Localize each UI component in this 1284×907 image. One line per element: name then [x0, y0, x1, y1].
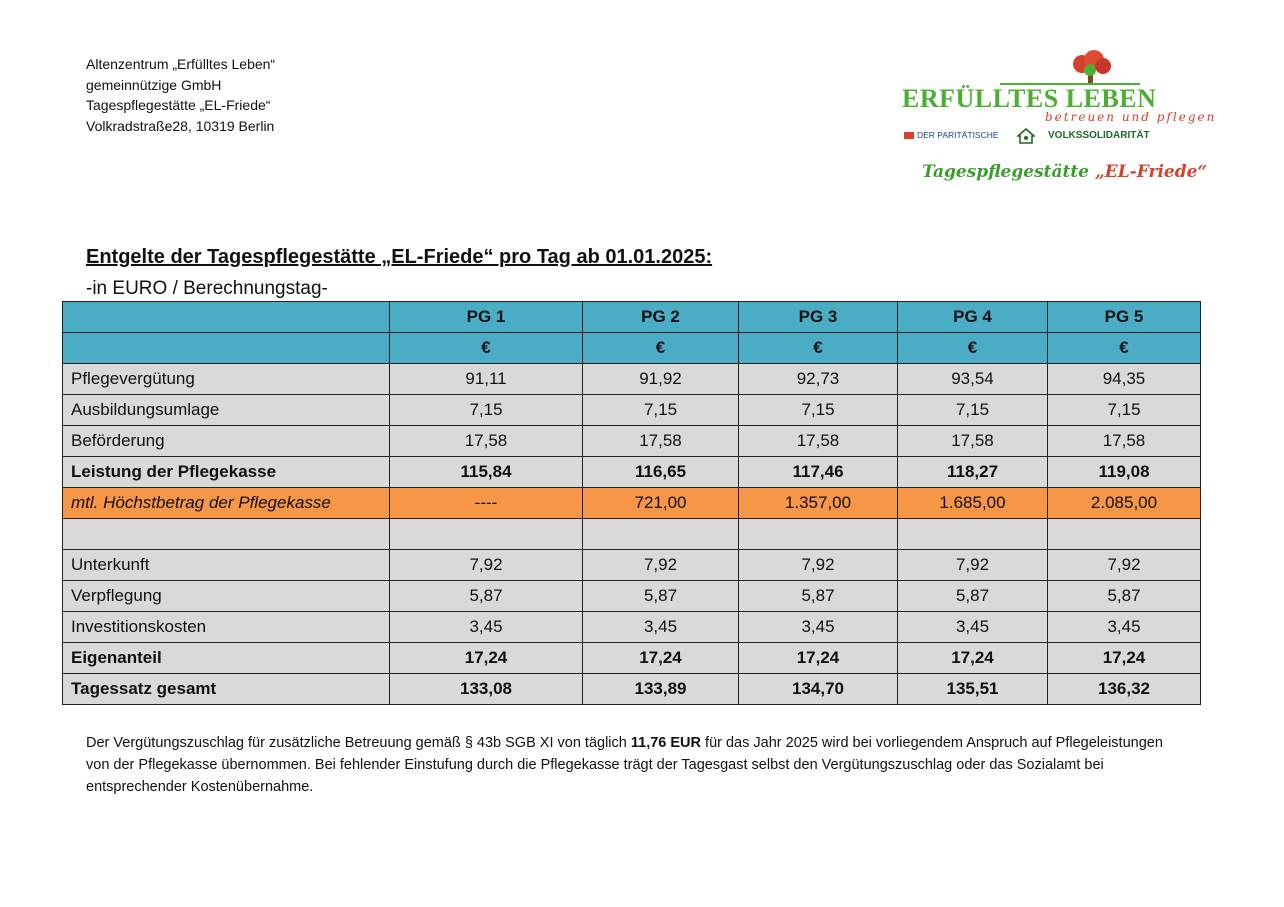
value-cell: 1.357,00: [739, 488, 898, 519]
value-cell: 116,65: [583, 457, 739, 488]
header-cell: [63, 302, 390, 333]
value-cell: 118,27: [898, 457, 1048, 488]
tree-icon: [1068, 50, 1116, 84]
value-cell: 7,92: [390, 550, 583, 581]
value-cell: 91,92: [583, 364, 739, 395]
logo-tagline: [922, 162, 1207, 182]
value-cell: 17,24: [739, 643, 898, 674]
value-cell: [898, 519, 1048, 550]
table-row: [63, 457, 1201, 488]
value-cell: 1.685,00: [898, 488, 1048, 519]
table-row: [63, 674, 1201, 705]
company-logo: [900, 50, 1217, 195]
value-cell: 7,15: [390, 395, 583, 426]
rates-table: [62, 301, 1201, 705]
value-cell: 91,11: [390, 364, 583, 395]
value-cell: 119,08: [1048, 457, 1201, 488]
value-cell: 7,15: [1048, 395, 1201, 426]
table-row: [63, 643, 1201, 674]
value-cell: 3,45: [1048, 612, 1201, 643]
value-cell: 5,87: [739, 581, 898, 612]
row-label: Investitionskosten: [63, 612, 390, 643]
table-row: [63, 395, 1201, 426]
currency-cell: €: [583, 333, 739, 364]
table-row: [63, 519, 1201, 550]
row-label: Beförderung: [63, 426, 390, 457]
value-cell: 7,15: [739, 395, 898, 426]
value-cell: 115,84: [390, 457, 583, 488]
value-cell: 17,58: [898, 426, 1048, 457]
table-row: [63, 581, 1201, 612]
footnote-part-1: Der Vergütungszuschlag für zusätzliche Betreuung gemäß § 43b SGB XI von täglich: [86, 735, 631, 751]
value-cell: 3,45: [583, 612, 739, 643]
footnote: [86, 732, 1166, 798]
partner-volkssolidaritaet: VOLKSSOLIDARITÄT: [1048, 130, 1150, 141]
value-cell: 7,92: [583, 550, 739, 581]
value-cell: 134,70: [739, 674, 898, 705]
value-cell: 7,92: [739, 550, 898, 581]
table-row: [63, 364, 1201, 395]
value-cell: 7,92: [1048, 550, 1201, 581]
house-icon: [1017, 128, 1035, 144]
value-cell: 17,24: [1048, 643, 1201, 674]
value-cell: 7,92: [898, 550, 1048, 581]
value-cell: 7,15: [583, 395, 739, 426]
table-row: [63, 550, 1201, 581]
value-cell: 721,00: [583, 488, 739, 519]
row-label: Eigenanteil: [63, 643, 390, 674]
value-cell: 17,58: [390, 426, 583, 457]
value-cell: 3,45: [390, 612, 583, 643]
value-cell: 136,32: [1048, 674, 1201, 705]
address-line-3: Tagespflegestätte „EL-Friede“: [86, 97, 271, 113]
value-cell: 135,51: [898, 674, 1048, 705]
value-cell: 2.085,00: [1048, 488, 1201, 519]
row-label: Unterkunft: [63, 550, 390, 581]
header-cell: PG 5: [1048, 302, 1201, 333]
header-cell: PG 2: [583, 302, 739, 333]
value-cell: 5,87: [390, 581, 583, 612]
row-label: Ausbildungsumlage: [63, 395, 390, 426]
rates-table-body: [63, 302, 1201, 705]
paritaetische-logo-icon: [904, 132, 914, 139]
row-label: Verpflegung: [63, 581, 390, 612]
table-row: [63, 488, 1201, 519]
currency-cell: €: [390, 333, 583, 364]
address-line-2: gemeinnützige GmbH: [86, 76, 222, 93]
value-cell: 5,87: [583, 581, 739, 612]
value-cell: 117,46: [739, 457, 898, 488]
value-cell: 94,35: [1048, 364, 1201, 395]
header-cell: PG 4: [898, 302, 1048, 333]
currency-cell: [63, 333, 390, 364]
header-cell: PG 1: [390, 302, 583, 333]
tagline-main: Tagespflegestätte: [922, 162, 1095, 182]
value-cell: 17,58: [739, 426, 898, 457]
address-line-1: Altenzentrum „Erfülltes Leben“: [86, 56, 276, 72]
value-cell: 133,08: [390, 674, 583, 705]
value-cell: 17,24: [583, 643, 739, 674]
value-cell: 133,89: [583, 674, 739, 705]
logo-subtitle: betreuen und pflegen: [1045, 110, 1217, 124]
value-cell: 3,45: [739, 612, 898, 643]
value-cell: 93,54: [898, 364, 1048, 395]
currency-cell: €: [898, 333, 1048, 364]
page-title: Entgelte der Tagespflegestätte „EL-Friede“ pro Tag ab 01.01.2025:: [86, 246, 713, 268]
row-label: mtl. Höchstbetrag der Pflegekasse: [63, 488, 390, 519]
partner-paritaetische-label: DER PARITÄTISCHE: [917, 130, 999, 140]
table-currency-row: [63, 333, 1201, 364]
table-header-row: [63, 302, 1201, 333]
table-row: [63, 426, 1201, 457]
value-cell: 92,73: [739, 364, 898, 395]
value-cell: 5,87: [1048, 581, 1201, 612]
value-cell: 17,58: [1048, 426, 1201, 457]
address-line-4: Volkradstraße28, 10319 Berlin: [86, 117, 275, 134]
value-cell: 17,24: [390, 643, 583, 674]
value-cell: 7,15: [898, 395, 1048, 426]
row-label: [63, 519, 390, 550]
row-label: Leistung der Pflegekasse: [63, 457, 390, 488]
value-cell: 17,24: [898, 643, 1048, 674]
value-cell: 5,87: [898, 581, 1048, 612]
header-cell: PG 3: [739, 302, 898, 333]
footnote-part-2: für das Jahr 2025 wird bei vorliegendem Anspruch auf Pflegeleistungen von der Pflegekasse übernommen. Bei fehlender Einstufung durch die Pflegekasse trägt der Tagesgast selbst den Vergütungszuschlag oder das Sozialamt bei entsprechender Kostenübernahme.: [86, 735, 1163, 795]
value-cell: [739, 519, 898, 550]
footnote-amount: 11,76 EUR: [630, 735, 702, 751]
row-label: Tagessatz gesamt: [63, 674, 390, 705]
value-cell: 17,58: [583, 426, 739, 457]
value-cell: [583, 519, 739, 550]
partner-paritaetische: [904, 130, 999, 140]
value-cell: 3,45: [898, 612, 1048, 643]
currency-cell: €: [1048, 333, 1201, 364]
logo-title: ERFÜLLTES LEBEN: [902, 84, 1157, 113]
table-row: [63, 612, 1201, 643]
row-label: Pflegevergütung: [63, 364, 390, 395]
tagline-name: „EL-Friede“: [1094, 162, 1208, 182]
page-subtitle: -in EURO / Berechnungstag-: [86, 278, 328, 299]
value-cell: ----: [390, 488, 583, 519]
value-cell: [390, 519, 583, 550]
address-block: [86, 54, 275, 136]
value-cell: [1048, 519, 1201, 550]
currency-cell: €: [739, 333, 898, 364]
